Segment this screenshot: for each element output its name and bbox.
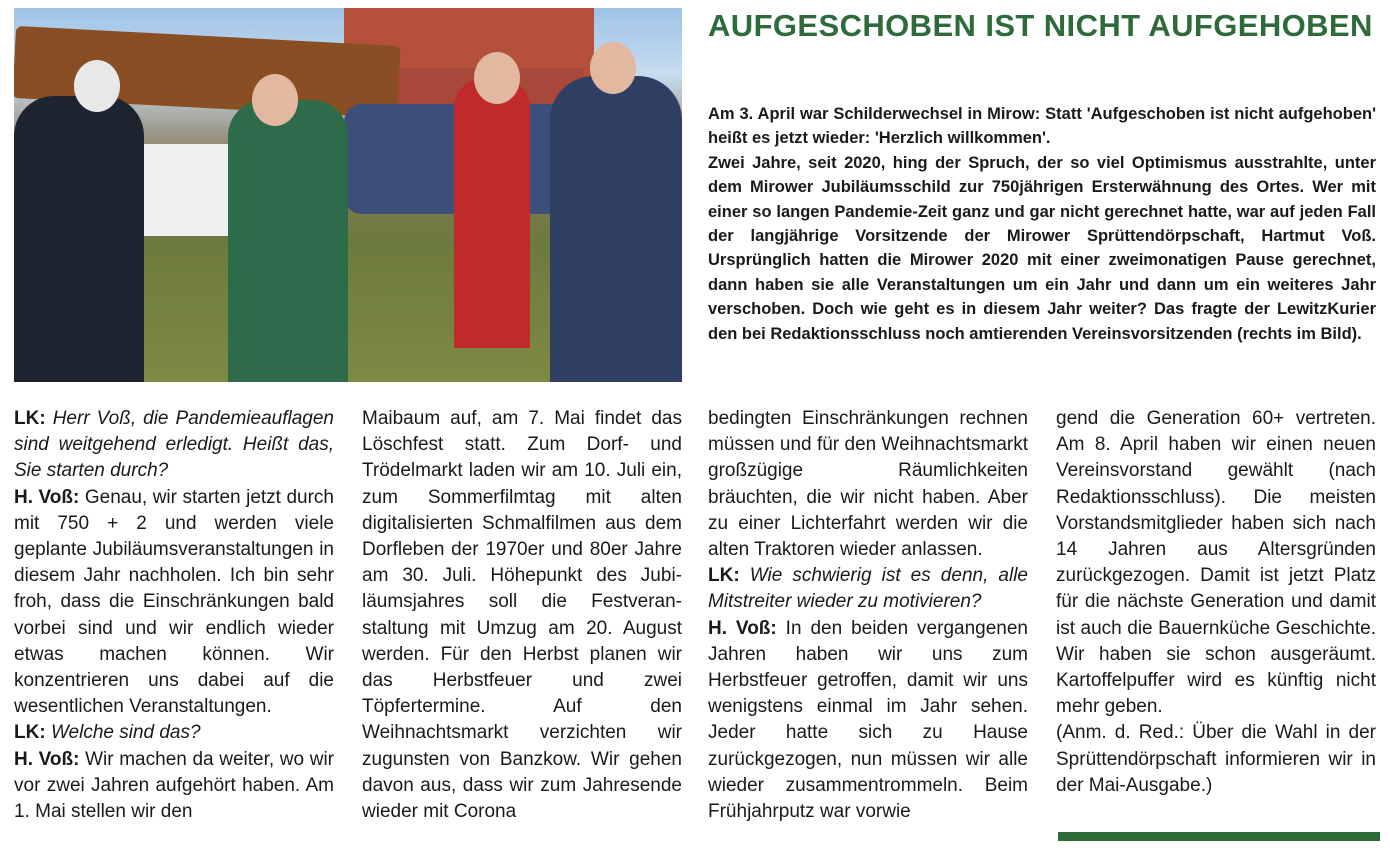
answer-2 [14, 747, 334, 826]
question-1 [14, 406, 334, 485]
answer-text: Wir machen da weiter, wo wir vor zwei Jahren aufgehört haben. Am 1. Mai stellen wir den [14, 748, 335, 823]
article-headline: AUFGESCHOBEN IST NICHT AUFGEHOBEN [708, 8, 1373, 43]
text-column-1 [14, 406, 334, 825]
person-3 [454, 78, 530, 348]
editor-note: (Anm. d. Red.: Über die Wahl in der Sprüttendörpschaft informieren wir in der Mai-Ausgabe.) [1056, 722, 1376, 796]
question-2 [14, 720, 334, 746]
interviewer-label: LK: [708, 565, 740, 587]
text-column-3 [708, 406, 1028, 825]
person-4-head [590, 42, 636, 94]
interviewee-label: H. Voß: [14, 748, 80, 770]
question-3 [708, 563, 1028, 615]
lead-paragraph-1: Am 3. April war Schilderwechsel in Mirow: Statt 'Aufgeschoben ist nicht aufgehoben' heißt es jetzt wieder: 'Herzlich willkommen'. [708, 105, 1376, 148]
text-column-4 [1056, 406, 1376, 799]
answer-3 [708, 616, 1028, 826]
answer-2-continued: Maibaum auf, am 7. Mai findet das Löschfest statt. Zum Dorf- und Trödelmarkt laden wir am 10. Juli ein, zum Sommerfilmtag mit alten digitalisierten Schmalfilmen aus dem Dorfleben der 1970er und 80er Jahre am 30. Juli. Höhepunkt des Jubiläumsjahres soll die Festveranstaltung mit Umzug am 20. August werden. Für den Herbst planen wir das Herbstfeuer und zwei Töpfertermine. Auf den Weihnachtsmarkt verzichten wir zugunsten von Banzkow. Wir gehen davon aus, dass wir zum Jahresende wieder mit Corona [362, 408, 682, 823]
answer-3-continued: gend die Generation 60+ vertreten. Am 8. April haben wir einen neuen Vereinsvorstand gewählt (nach Redaktionsschluss). Die meisten Vorstandsmitglieder haben sich nach 14 Jahren aus Altersgründen zurückgezogen. Damit ist jetzt Platz für die nächste Generation und damit ist auch die Bauernküche Geschichte. Wir haben sie schon ausgeräumt. Kartoffelpuffer wird es künftig nicht mehr geben. [1056, 408, 1376, 718]
person-2-head [252, 74, 298, 126]
end-rule [1058, 832, 1380, 841]
article-photo [14, 8, 682, 382]
interviewee-label: H. Voß: [708, 617, 777, 639]
person-1 [14, 96, 144, 382]
lead-paragraph-2: Zwei Jahre, seit 2020, hing der Spruch, der so viel Optimismus ausstrahlte, unter dem Mirower Jubiläumsschild zur 750jährigen Ersterwähnung des Ortes. Wer mit einer so langen Pandemie-Zeit ganz und gar nicht gerechnet hatte, war auf jeden Fall der langjährige Vorsitzende der Mirower Sprüttendörpschaft, Hartmut Voß. Ursprünglich hatten die Mirower 2020 mit einer zweimonatigen Pause gerechnet, dann haben sie alle Veranstaltungen um ein Jahr und dann um ein weiteres Jahr verschoben. Doch wie geht es in diesem Jahr weiter? Das fragte der LewitzKurier den bei Redaktionsschluss noch amtierenden Vereinsvorsitzenden (rechts im Bild). [708, 153, 1376, 343]
question-text: Herr Voß, die Pandemieauflagen sind weitgehend erledigt. Heißt das, Sie starten durch? [14, 408, 334, 482]
person-3-head [474, 52, 520, 104]
article-lead [708, 102, 1376, 346]
interviewee-label: H. Voß: [14, 486, 80, 508]
question-text: Welche sind das? [50, 722, 201, 744]
person-2 [228, 100, 348, 382]
answer-text: Genau, wir starten jetzt durch mit 750 + 2 und werden viele geplante Jubiläumsveranstaltungen in diesem Jahr nachholen. Ich bin sehr froh, dass die Einschränkungen bald vorbei sind und wir endlich wieder etwas machen können. Wir konzentrieren uns dabei auf die wesentlichen Veranstaltungen. [14, 486, 334, 718]
person-4 [550, 76, 682, 382]
answer-1 [14, 485, 334, 721]
question-text: Wie schwierig ist es denn, alle Mitstreiter wieder zu motivieren? [708, 565, 1028, 613]
interviewer-label: LK: [14, 408, 46, 429]
interviewer-label: LK: [14, 722, 46, 744]
answer-2-continued: bedingten Einschränkungen rechnen müssen und für den Weihnachtsmarkt großzügige Räumlichkeiten bräuchten, die wir nicht haben. Aber zu einer Lichterfahrt werden wir die alten Traktoren wieder anlassen. [708, 408, 1028, 561]
answer-text: In den beiden vergangenen Jahren haben wir uns zum Herbstfeuer getroffen, damit wir uns wenigstens einmal im Jahr sehen. Jeder hatte sich zu Hause zurückgezogen, nun müssen wir alle wieder zusammentrommeln. Beim Frühjahrputz war vorwie [708, 617, 1028, 823]
person-1-head [74, 60, 120, 112]
text-column-2 [362, 406, 682, 825]
